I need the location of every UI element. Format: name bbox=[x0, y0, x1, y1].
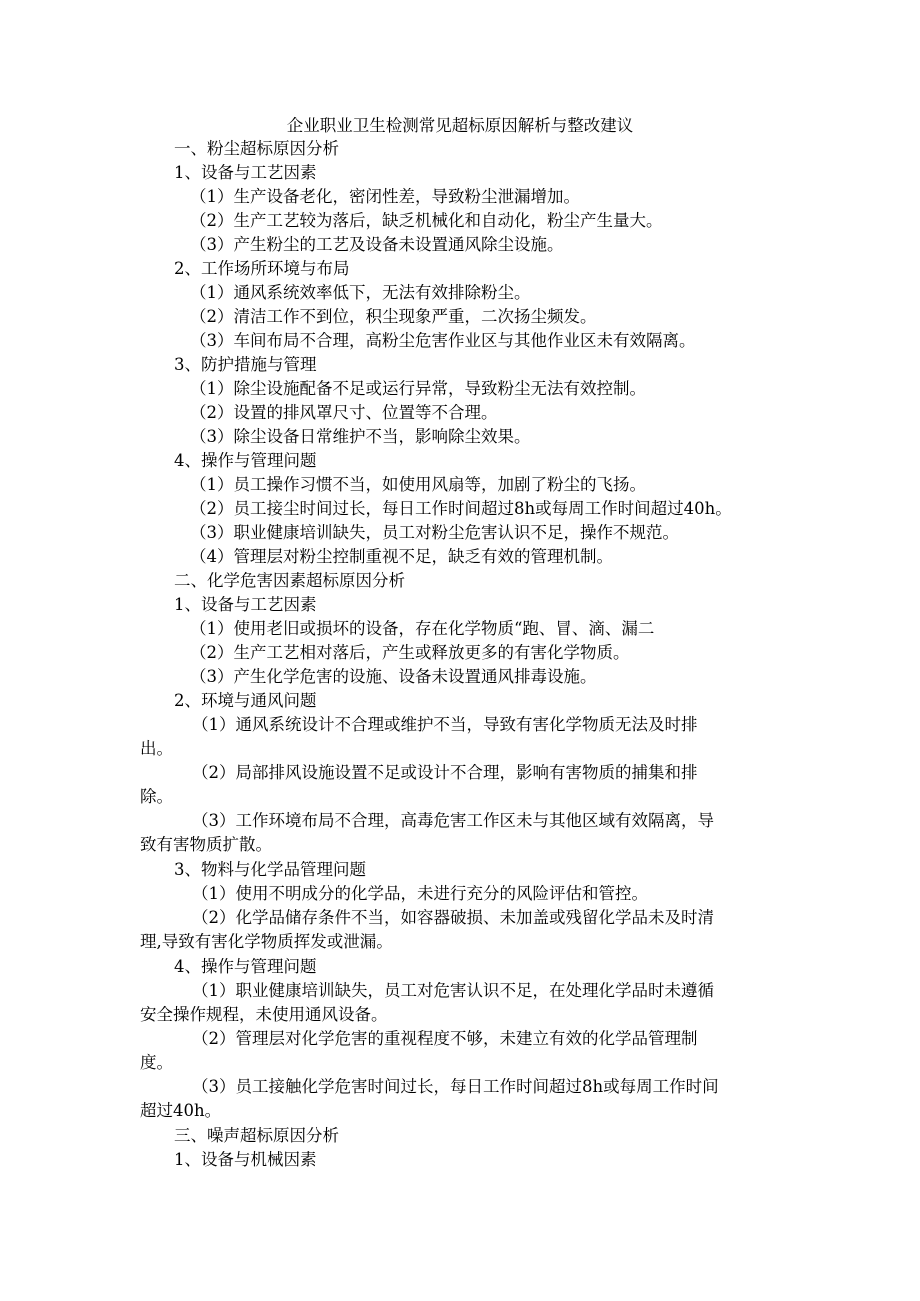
subsection-heading: 2、工作场所环境与布局 bbox=[174, 259, 350, 278]
subsection-heading: 1、设备与机械因素 bbox=[174, 1150, 317, 1169]
subsection-heading: 2、环境与通风问题 bbox=[174, 691, 317, 710]
paragraph-line: （1）通风系统设计不合理或维护不当，导致有害化学物质无法及时排 bbox=[192, 715, 698, 734]
paragraph-line: 度。 bbox=[140, 1053, 173, 1072]
paragraph-line: （2）局部排风设施设置不足或设计不合理，影响有害物质的捕集和排 bbox=[192, 763, 698, 782]
list-item: （2）设置的排风罩尺寸、位置等不合理。 bbox=[190, 403, 498, 422]
paragraph-line: （1）使用不明成分的化学品，未进行充分的风险评估和管控。 bbox=[192, 884, 648, 903]
paragraph-line: （1）职业健康培训缺失，员工对危害认识不足，在处理化学品时未遵循 bbox=[192, 981, 714, 1000]
subsection-heading: 4、操作与管理问题 bbox=[174, 451, 317, 470]
list-item: （3）车间布局不合理，高粉尘危害作业区与其他作业区未有效隔离。 bbox=[190, 331, 696, 350]
section-heading: 一、粉尘超标原因分析 bbox=[174, 139, 339, 158]
list-item: （2）生产工艺较为落后，缺乏机械化和自动化，粉尘产生量大。 bbox=[190, 211, 663, 230]
list-item: （3）产生化学危害的设施、设备未设置通风排毒设施。 bbox=[190, 667, 597, 686]
list-item: （3）职业健康培训缺失，员工对粉尘危害认识不足，操作不规范。 bbox=[190, 523, 679, 542]
list-item: （2）清洁工作不到位，积尘现象严重，二次扬尘频发。 bbox=[190, 307, 597, 326]
paragraph-line: 安全操作规程，未使用通风设备。 bbox=[140, 1005, 388, 1024]
section-heading: 二、化学危害因素超标原因分析 bbox=[174, 571, 405, 590]
list-item: （1）使用老旧或损坏的设备，存在化学物质“跑、冒、滴、漏二 bbox=[190, 619, 655, 638]
paragraph-line: 理,导致有害化学物质挥发或泄漏。 bbox=[140, 932, 393, 951]
list-item: （1）通风系统效率低下，无法有效排除粉尘。 bbox=[190, 283, 531, 302]
list-item: （4）管理层对粉尘控制重视不足，缺乏有效的管理机制。 bbox=[190, 547, 613, 566]
list-item: （3）产生粉尘的工艺及设备未设置通风除尘设施。 bbox=[190, 235, 564, 254]
subsection-heading: 1、设备与工艺因素 bbox=[174, 595, 317, 614]
paragraph-line: （3）员工接触化学危害时间过长，每日工作时间超过8h或每周工作时间 bbox=[192, 1077, 719, 1096]
subsection-heading: 3、防护措施与管理 bbox=[174, 355, 317, 374]
list-item: （1）员工操作习惯不当，如使用风扇等，加剧了粉尘的飞扬。 bbox=[190, 475, 646, 494]
subsection-heading: 1、设备与工艺因素 bbox=[174, 163, 317, 182]
section-heading: 三、噪声超标原因分析 bbox=[174, 1126, 339, 1145]
list-item: （2）生产工艺相对落后，产生或释放更多的有害化学物质。 bbox=[190, 643, 630, 662]
document-title: 企业职业卫生检测常见超标原因解析与整改建议 bbox=[286, 116, 634, 135]
list-item: （2）员工接尘时间过长，每日工作时间超过8h或每周工作时间超过40h。 bbox=[190, 499, 732, 518]
paragraph-line: （3）工作环境布局不合理，高毒危害工作区未与其他区域有效隔离，导 bbox=[192, 811, 714, 830]
paragraph-line: 除。 bbox=[140, 787, 173, 806]
list-item: （1）生产设备老化，密闭性差，导致粉尘泄漏增加。 bbox=[190, 187, 580, 206]
paragraph-line: 致有害物质扩散。 bbox=[140, 835, 272, 854]
list-item: （1）除尘设施配备不足或运行异常，导致粉尘无法有效控制。 bbox=[190, 379, 646, 398]
list-item: （3）除尘设备日常维护不当，影响除尘效果。 bbox=[190, 427, 531, 446]
paragraph-line: 超过40h。 bbox=[140, 1101, 222, 1120]
subsection-heading: 3、物料与化学品管理问题 bbox=[174, 860, 366, 879]
paragraph-line: （2）管理层对化学危害的重视程度不够，未建立有效的化学品管理制 bbox=[192, 1029, 698, 1048]
paragraph-line: （2）化学品储存条件不当，如容器破损、未加盖或残留化学品未及时清 bbox=[192, 908, 714, 927]
paragraph-line: 出。 bbox=[140, 739, 173, 758]
subsection-heading: 4、操作与管理问题 bbox=[174, 957, 317, 976]
